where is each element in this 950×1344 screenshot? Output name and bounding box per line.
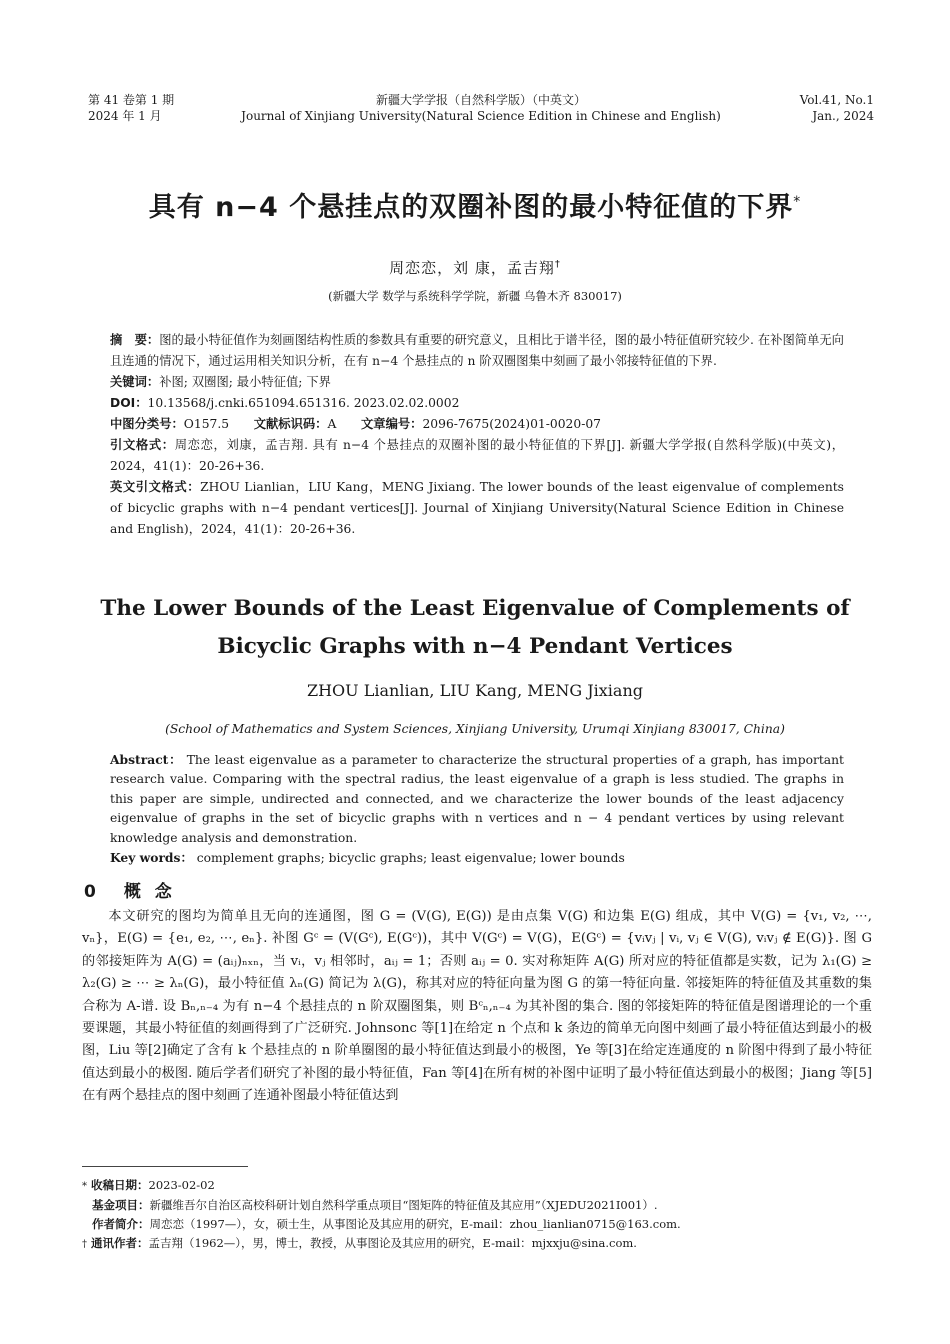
abstract-en-para: [110, 750, 844, 848]
doc-code-label: 文献标识码：: [253, 417, 328, 431]
fund-text: 新疆维吾尔自治区高校科研计划自然科学重点项目“图矩阵的特征值及其应用”（XJEDU2021I001）.: [149, 1198, 658, 1212]
affiliation-zh: (新疆大学 数学与系统科学学院，新疆 乌鲁木齐 830017): [328, 289, 622, 303]
citation-zh-text: 周恋恋，刘康，孟吉翔. 具有 n−4 个悬挂点的双圈补图的最小特征值的下界[J]. 新疆大学学报(自然科学版)(中英文)，2024，41(1)：20-26+36.: [110, 438, 844, 473]
authors-en: ZHOU Lianlian, LIU Kang, MENG Jixiang: [306, 681, 643, 700]
clc-value: O157.5: [183, 417, 230, 431]
keywords-zh: [110, 372, 844, 393]
received-label: 收稿日期：: [91, 1178, 149, 1192]
header-center: [88, 92, 874, 124]
title-footnote-mark: *: [793, 194, 802, 210]
abstract-en-label: Abstract：: [110, 752, 183, 767]
authors-zh-text: 周恋恋，刘 康，孟吉翔: [389, 259, 555, 277]
header-right: [800, 92, 874, 124]
pub-date-zh: 2024 年 1 月: [88, 109, 162, 123]
footnote-rule: [82, 1166, 248, 1167]
abstract-zh-label: 摘 要：: [110, 333, 160, 347]
abstract-en: [110, 750, 844, 868]
title-en: The Lower Bounds of the Least Eigenvalue of Complements of Bicyclic Graphs with n−4 Pendant Vertices: [100, 596, 850, 659]
section-title: 概 念: [123, 882, 176, 902]
title-zh-text: 具有 n−4 个悬挂点的双圈补图的最小特征值的下界: [148, 192, 794, 223]
keywords-en-label: Key words：: [110, 850, 193, 866]
volume-issue-en: Vol.41, No.1: [799, 93, 874, 107]
article-no-value: 2096-7675(2024)01-0020-07: [422, 417, 602, 431]
corresponding-text: 孟吉翔（1962—），男，博士，教授，从事图论及其应用的研究，E-mail：mjxxju@sina.com.: [148, 1236, 637, 1250]
footnote-fund: [82, 1196, 872, 1215]
citation-zh: [110, 435, 844, 477]
doi-label: DOI：: [110, 396, 148, 410]
section-heading: [84, 877, 176, 902]
citation-zh-label: 引文格式：: [110, 438, 175, 452]
corresponding-mark: †: [554, 259, 561, 270]
classification-line: [110, 414, 844, 435]
title-zh: [40, 185, 910, 224]
pub-date-en: Jan., 2024: [812, 109, 874, 123]
received-date: 2023-02-02: [148, 1178, 215, 1192]
footnotes: [82, 1176, 872, 1254]
authors-zh: [0, 257, 950, 278]
author-bio-text: 周恋恋（1997—），女，硕士生，从事图论及其应用的研究，E-mail：zhou_lianlian0715@163.com.: [149, 1217, 681, 1231]
journal-name-en: Journal of Xinjiang University(Natural Science Edition in Chinese and English): [241, 109, 721, 123]
keywords-en-text: complement graphs; bicyclic graphs; least eigenvalue; lower bounds: [196, 851, 625, 866]
article-no-label: 文章编号：: [360, 417, 423, 431]
doi-line: [110, 393, 844, 414]
section-number: 0: [84, 882, 100, 902]
clc-label: 中图分类号：: [110, 417, 184, 431]
abstract-zh-text: 图的最小特征值作为刻画图结构性质的参数具有重要的研究意义，且相比于谱半径，图的最小特征值研究较少. 在补图简单无向且连通的情况下，通过运用相关知识分析，在有 n−4 个悬挂点的 n 阶双圈图集中刻画了最小邻接特征值的下界.: [110, 333, 844, 368]
affiliation-en: (School of Mathematics and System Sciences, Xinjiang University, Urumqi Xinjiang 830017, China): [165, 722, 785, 736]
body-text: [82, 906, 872, 1108]
citation-en-label: 英文引文格式：: [110, 480, 201, 494]
journal-name-zh: 新疆大学学报（自然科学版）（中英文）: [375, 93, 586, 107]
dagger-mark: †: [82, 1239, 87, 1250]
keywords-zh-text: 补图; 双圈图; 最小特征值; 下界: [159, 375, 331, 389]
footnote-author: [82, 1215, 872, 1234]
running-header: [88, 92, 874, 128]
author-bio-label: 作者简介：: [92, 1217, 150, 1231]
volume-issue: 第 41 卷第 1 期: [88, 93, 175, 107]
footnote-corresponding: [82, 1234, 872, 1254]
keywords-en: [110, 848, 844, 868]
citation-en: [110, 477, 844, 540]
footnote-received: [82, 1176, 872, 1196]
citation-en-text: ZHOU Lianlian，LIU Kang，MENG Jixiang. The lower bounds of the least eigenvalue of complements of bicyclic graphs with n−4 pendant vertices[J]. Journal of Xinjiang University(Natural Science Edition in Chinese and English)，2024，41(1)：20-26+36.: [110, 480, 844, 536]
fund-label: 基金项目：: [92, 1198, 150, 1212]
abstract-zh: [110, 330, 844, 540]
abstract-en-text: The least eigenvalue as a parameter to characterize the structural properties of a graph, has important research value. Comparing with the spectral radius, the least eigenvalue of a graph is less studied. The graphs in this paper are simple, undirected and connected, and we characterize the lower bounds of the least adjacency eigenvalue of graphs in the set of bicyclic graphs with n vertices and n − 4 pendant vertices by using relevant knowledge analysis and demonstration.: [110, 753, 844, 845]
abstract-zh-para: [110, 330, 844, 372]
doi-value[interactable]: 10.13568/j.cnki.651094.651316. 2023.02.02.0002: [147, 396, 460, 410]
body-paragraph: 本文研究的图均为简单且无向的连通图，图 G = (V(G), E(G)) 是由点集 V(G) 和边集 E(G) 组成，其中 V(G) = {v₁, v₂, ⋯, vₙ}，E(G) = {e₁, e₂, ⋯, eₙ}. 补图 Gᶜ = (V(Gᶜ), E(Gᶜ))，其中 V(Gᶜ) = V(G)，E(Gᶜ) = {vᵢvⱼ | vᵢ, vⱼ ∈ V(G), vᵢvⱼ ∉ E(G)}. 图 G 的邻接矩阵为 A(G) = (aᵢⱼ)ₙₓₙ，当 vᵢ，vⱼ 相邻时，aᵢⱼ = 1；否则 aᵢⱼ = 0. 实对称矩阵 A(G) 所对应的特征值都是实数，记为 λ₁(G) ≥ λ₂(G) ≥ ⋯ ≥ λₙ(G)，最小特征值 λₙ(G) 简记为 λ(G)，称其对应的特征向量为图 G 的第一特征向量. 邻接矩阵的特征值及其重数的集合称为 A-谱. 设 Bₙ,ₙ₋₄ 为有 n−4 个悬挂点的 n 阶双圈图集，则 Bᶜₙ,ₙ₋₄ 为其补图的集合. 图的邻接矩阵的特征值是图谱理论的一个重要课题，其最小特征值的刻画得到了广泛研究. Johnsonc 等[1]在给定 n 个点和 k 条边的简单无向图中刻画了最小特征值达到最小的极图，Liu 等[2]确定了含有 k 个悬挂点的 n 阶单圈图的最小特征值达到最小的极图，Ye 等[3]在给定连通度的 n 阶图中得到了最小特征值达到最小的极图. 随后学者们研究了补图的最小特征值，Fan 等[4]在所有树的补图中证明了最小特征值达到最小的极图；Jiang 等[5]在有两个悬挂点的图中刻画了连通补图最小特征值达到: [82, 909, 872, 1104]
doc-code-value: A: [327, 417, 337, 431]
corresponding-label: 通讯作者：: [91, 1236, 149, 1250]
star-mark: *: [82, 1181, 87, 1192]
keywords-zh-label: 关键词：: [110, 375, 160, 389]
